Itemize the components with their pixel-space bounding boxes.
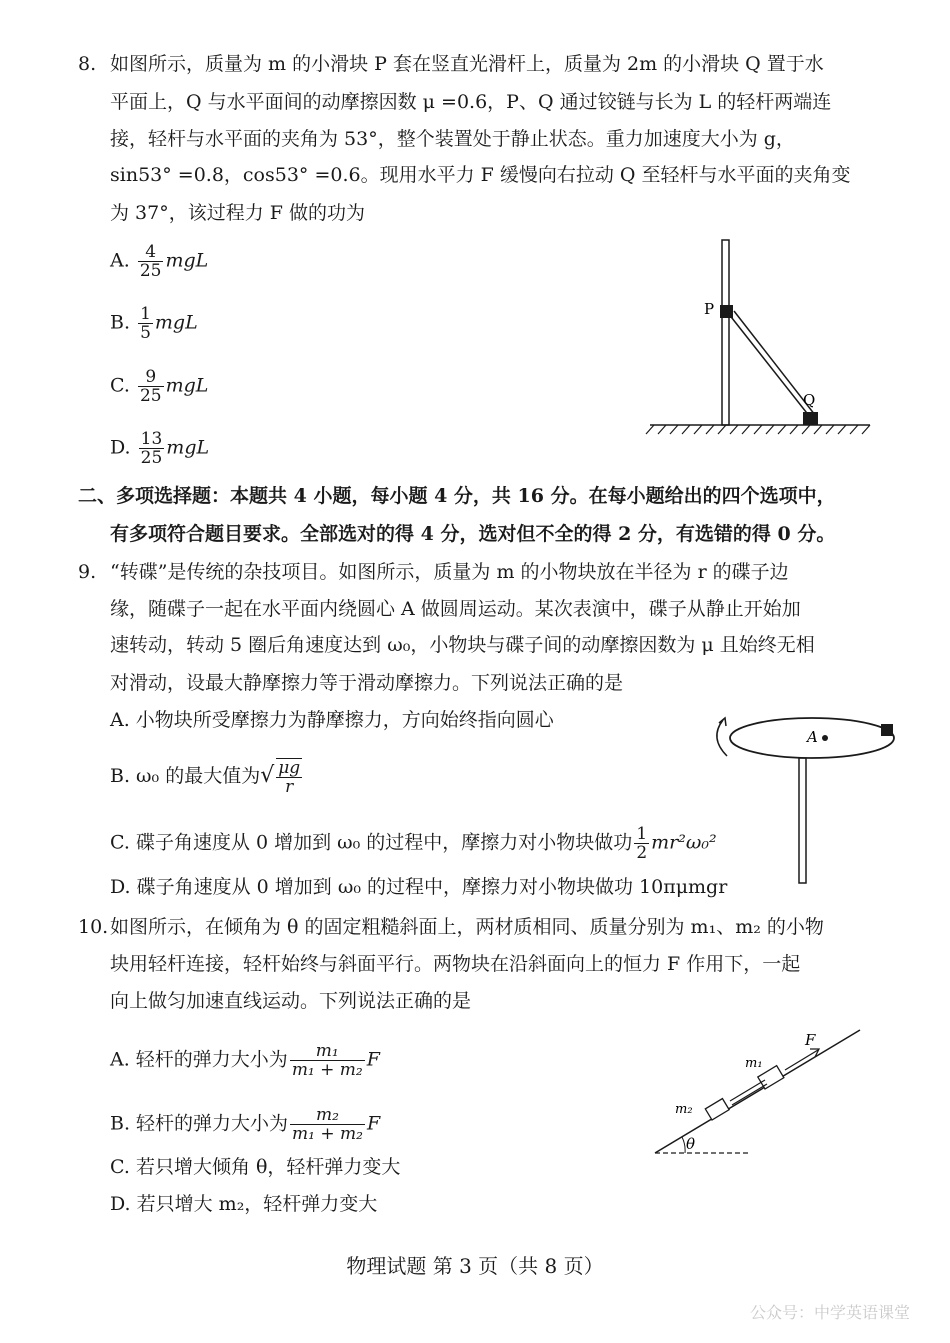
- fraction: [138, 243, 164, 280]
- support-stick: [799, 758, 806, 883]
- fraction-numerator: m₁: [290, 1042, 365, 1061]
- fraction-numerator: 4: [138, 243, 164, 262]
- fraction-denominator: 25: [139, 386, 162, 406]
- fraction: [138, 305, 153, 342]
- q9-line-3: 速转动，转动 5 圈后角速度达到 ω₀，小物块与碟子间的动摩擦因数为 μ 且始终无相: [110, 634, 815, 656]
- option-label: B.: [110, 311, 131, 334]
- fraction-denominator: m₁ + m₂: [291, 1060, 363, 1080]
- label-m1: m₁: [745, 1056, 763, 1071]
- option-text: A. 轻杆的弹力大小为: [110, 1048, 288, 1071]
- q8-line-1: 如图所示，质量为 m 的小滑块 P 套在竖直光滑杆上，质量为 2m 的小滑块 Q 置于水: [110, 53, 824, 75]
- q8-line-3: 接，轻杆与水平面的夹角为 53°，整个装置处于静止状态。重力加速度大小为 g，: [110, 128, 795, 150]
- option-text: B. ω₀ 的最大值为: [110, 765, 261, 787]
- option-expression: mr²ω₀²: [651, 831, 717, 854]
- fraction-numerator: 9: [138, 368, 164, 387]
- fraction-numerator: 1: [140, 304, 151, 324]
- q10-number: 10.: [78, 916, 109, 938]
- fraction-numerator: μg: [278, 758, 301, 778]
- q9-figure-spinning-plate: [705, 708, 905, 888]
- fraction-numerator: 1: [636, 824, 648, 844]
- q8-option-a: [110, 243, 208, 280]
- q10-figure-incline: [650, 1025, 880, 1165]
- light-rod: [728, 313, 810, 417]
- watermark: 公众号：中学英语课堂: [749, 1303, 910, 1322]
- small-block: [881, 724, 893, 736]
- fraction: [290, 1106, 365, 1143]
- q9-line-4: 对滑动，设最大静摩擦力等于滑动摩擦力。下列说法正确的是: [110, 672, 624, 694]
- option-expression: F: [366, 1112, 381, 1135]
- block-m2-body: [705, 1099, 729, 1120]
- option-label: A.: [110, 249, 130, 272]
- fraction: [634, 825, 649, 862]
- q8-number: 8.: [78, 53, 97, 75]
- label-p: P: [704, 300, 715, 318]
- page-footer: 物理试题 第 3 页（共 8 页）: [346, 1254, 604, 1278]
- section2-heading-2: 有多项符合题目要求。全部选对的得 4 分，选对但不全的得 2 分，有选错的得 0 分。: [110, 523, 836, 545]
- fraction: [139, 430, 165, 467]
- angle-arc: [682, 1137, 685, 1153]
- q9-option-c: [110, 825, 717, 862]
- q9-line-2: 缘，随碟子一起在水平面内绕圆心 A 做圆周运动。某次表演中，碟子从静止开始加: [110, 598, 801, 620]
- fraction-denominator: r: [285, 777, 294, 797]
- label-m2: m₂: [675, 1102, 693, 1117]
- q9-number: 9.: [78, 561, 97, 583]
- q10-option-c: C. 若只增大倾角 θ，轻杆弹力变大: [110, 1156, 401, 1178]
- q10-line-1: 如图所示，在倾角为 θ 的固定粗糙斜面上，两材质相同、质量分别为 m₁、m₂ 的小物: [110, 916, 824, 938]
- slider-q: [803, 412, 818, 425]
- option-expression: mgL: [165, 374, 209, 397]
- fraction-denominator: 2: [636, 843, 648, 863]
- fraction-denominator: 25: [139, 261, 162, 281]
- label-f: F: [805, 1031, 816, 1049]
- option-expression: mgL: [154, 311, 198, 334]
- q8-line-5: 为 37°，该过程力 F 做的功为: [110, 202, 365, 224]
- option-expression: mgL: [166, 436, 210, 459]
- option-label: D.: [110, 436, 131, 459]
- option-text: B. 轻杆的弹力大小为: [110, 1112, 289, 1135]
- sqrt-sign: √: [260, 763, 275, 788]
- q9-option-b: [110, 758, 304, 796]
- vertical-rod: [722, 240, 729, 425]
- q8-option-b: [110, 305, 198, 342]
- fraction-denominator: m₁ + m₂: [292, 1124, 363, 1144]
- q8-line-4: sin53° =0.8，cos53° =0.6。现用水平力 F 缓慢向右拉动 Q 至轻杆与水平面的夹角变: [110, 164, 851, 186]
- option-label: C.: [110, 374, 130, 397]
- q10-option-d: D. 若只增大 m₂，轻杆弹力变大: [110, 1193, 378, 1215]
- q10-line-3: 向上做匀加速直线运动。下列说法正确的是: [110, 990, 472, 1012]
- q10-line-2: 块用轻杆连接，轻杆始终与斜面平行。两物块在沿斜面向上的恒力 F 作用下，一起: [110, 953, 801, 975]
- q8-option-d: [110, 430, 209, 467]
- q9-line-1: “转碟”是传统的杂技项目。如图所示，质量为 m 的小物块放在半径为 r 的碟子边: [110, 561, 789, 583]
- fraction-denominator: 25: [140, 448, 163, 468]
- q10-option-a: [110, 1042, 380, 1079]
- q8-line-2: 平面上，Q 与水平面间的动摩擦因数 μ =0.6，P、Q 通过铰链与长为 L 的轻杆两端连: [110, 91, 832, 113]
- ground-hatching: [646, 425, 870, 434]
- fraction-numerator: 13: [140, 429, 163, 449]
- label-theta: θ: [686, 1135, 696, 1153]
- section2-heading-1: 二、多项选择题：本题共 4 小题，每小题 4 分，共 16 分。在每小题给出的四个选项中，: [78, 485, 836, 507]
- fraction-numerator: m₂: [290, 1106, 365, 1125]
- q8-option-c: [110, 368, 208, 405]
- q10-option-b: [110, 1106, 380, 1143]
- q9-option-d: D. 碟子角速度从 0 增加到 ω₀ 的过程中，摩擦力对小物块做功 10πμmgr: [110, 876, 728, 898]
- fraction: [138, 368, 164, 405]
- q8-figure-rod-slider: [640, 235, 880, 445]
- option-text: C. 碟子角速度从 0 增加到 ω₀ 的过程中，摩擦力对小物块做功: [110, 831, 633, 854]
- q9-option-a: A. 小物块所受摩擦力为静摩擦力，方向始终指向圆心: [110, 709, 554, 731]
- force-arrow: [785, 1050, 818, 1070]
- option-expression: mgL: [165, 249, 209, 272]
- label-a: A: [807, 728, 818, 746]
- label-q: Q: [803, 391, 816, 409]
- fraction-denominator: 5: [140, 323, 151, 343]
- block-m2: [705, 1099, 729, 1120]
- center-dot: [822, 735, 828, 741]
- option-expression: F: [366, 1048, 380, 1071]
- light-rod-edge: [732, 1084, 767, 1105]
- fraction: [290, 1042, 365, 1079]
- sqrt-fraction: [276, 758, 302, 796]
